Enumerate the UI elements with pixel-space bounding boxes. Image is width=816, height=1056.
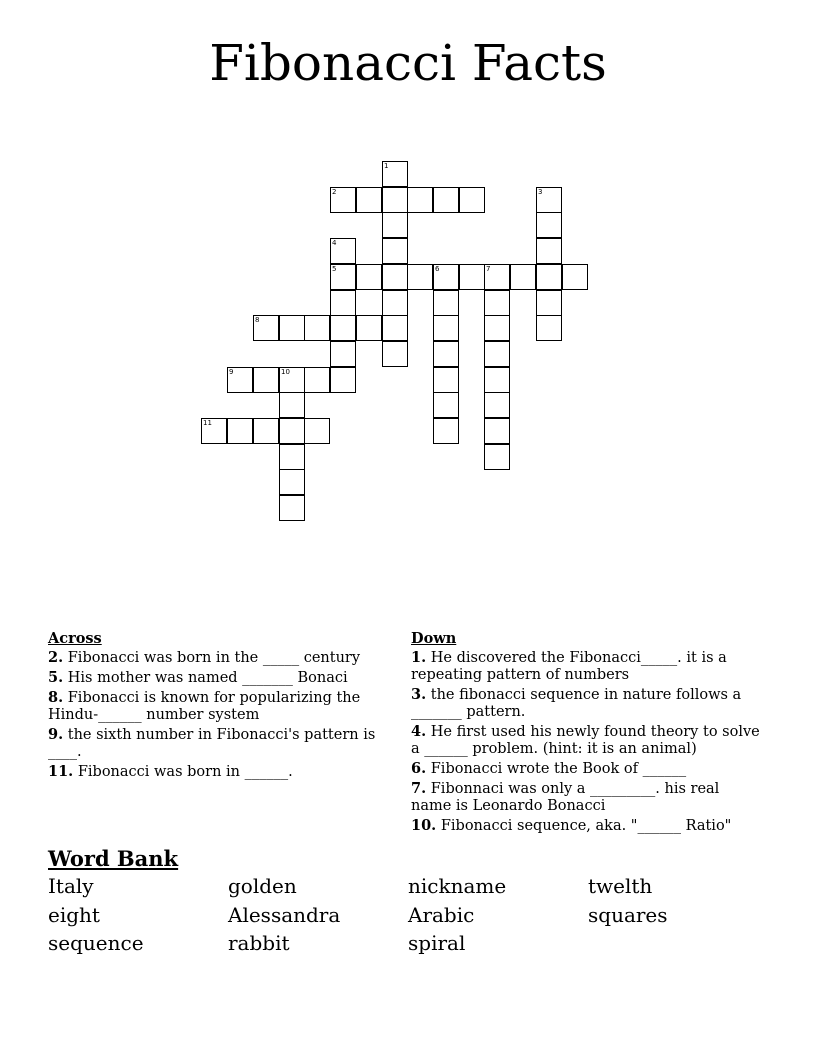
- word-bank-word: rabbit: [228, 931, 290, 955]
- word-bank-title: Word Bank: [48, 846, 179, 871]
- cell-number: 3: [538, 188, 543, 196]
- word-bank-word: spiral: [408, 931, 466, 955]
- clue-number: 6.: [411, 760, 427, 777]
- crossword-cell[interactable]: [382, 341, 408, 367]
- crossword-cell[interactable]: [304, 418, 330, 444]
- crossword-cell[interactable]: [536, 187, 562, 213]
- word-bank-word: nickname: [408, 874, 507, 898]
- crossword-cell[interactable]: [279, 392, 305, 418]
- crossword-cell[interactable]: [433, 264, 459, 290]
- clue-number: 10.: [411, 817, 437, 834]
- across-clue: [48, 649, 398, 667]
- crossword-cell[interactable]: [304, 367, 330, 393]
- clue-number: 9.: [48, 726, 64, 743]
- crossword-cell[interactable]: [433, 315, 459, 341]
- cell-number: 5: [332, 265, 337, 273]
- crossword-cell[interactable]: [484, 264, 510, 290]
- crossword-cell[interactable]: [382, 212, 408, 238]
- crossword-cell[interactable]: [253, 418, 279, 444]
- crossword-cell[interactable]: [382, 161, 408, 187]
- clue-text: Fibonacci wrote the Book of ______: [430, 761, 687, 777]
- across-clues: [48, 630, 398, 783]
- crossword-cell[interactable]: [459, 264, 485, 290]
- clue-number: 8.: [48, 689, 64, 706]
- clue-number: 4.: [411, 723, 427, 740]
- crossword-cell[interactable]: [407, 187, 433, 213]
- crossword-cell[interactable]: [562, 264, 588, 290]
- clue-text: Fibonnaci was only a _________. his real name is Leonardo Bonacci: [411, 781, 720, 814]
- clue-number: 7.: [411, 780, 427, 797]
- crossword-cell[interactable]: [484, 315, 510, 341]
- cell-number: 11: [203, 419, 212, 427]
- crossword-cell[interactable]: [536, 290, 562, 316]
- crossword-cell[interactable]: [304, 315, 330, 341]
- crossword-cell[interactable]: [227, 418, 253, 444]
- crossword-cell[interactable]: [510, 264, 536, 290]
- crossword-cell[interactable]: [356, 264, 382, 290]
- crossword-cell[interactable]: [433, 418, 459, 444]
- crossword-cell[interactable]: [536, 315, 562, 341]
- crossword-cell[interactable]: [253, 367, 279, 393]
- clue-number: 1.: [411, 649, 427, 666]
- crossword-cell[interactable]: [484, 367, 510, 393]
- clue-text: Fibonacci was born in the _____ century: [67, 650, 361, 666]
- crossword-cell[interactable]: [279, 469, 305, 495]
- across-clue: [48, 689, 398, 724]
- crossword-cell[interactable]: [279, 418, 305, 444]
- down-clue: [411, 686, 761, 721]
- crossword-cell[interactable]: [484, 341, 510, 367]
- down-clue: [411, 817, 761, 835]
- word-bank-word: squares: [588, 902, 668, 927]
- clue-text: Fibonacci sequence, aka. "______ Ratio": [440, 818, 732, 834]
- cell-number: 9: [229, 368, 234, 376]
- cell-number: 10: [281, 368, 290, 376]
- crossword-cell[interactable]: [356, 187, 382, 213]
- crossword-cell[interactable]: [382, 290, 408, 316]
- cell-number: 1: [384, 162, 389, 170]
- crossword-cell[interactable]: [433, 341, 459, 367]
- word-bank-word: twelth: [588, 874, 653, 898]
- clue-text: His mother was named _______ Bonaci: [67, 670, 348, 686]
- crossword-cell[interactable]: [330, 187, 356, 213]
- word-bank-word: Alessandra: [228, 902, 341, 927]
- clue-number: 2.: [48, 649, 64, 666]
- crossword-cell[interactable]: [330, 367, 356, 393]
- crossword-cell[interactable]: [484, 392, 510, 418]
- cell-number: 8: [255, 316, 260, 324]
- clue-text: Fibonacci is known for popularizing the Hindu-______ number system: [48, 690, 361, 723]
- crossword-cell[interactable]: [382, 238, 408, 264]
- word-bank-word: eight: [48, 902, 100, 927]
- clue-number: 11.: [48, 763, 74, 780]
- down-clue: [411, 649, 761, 684]
- crossword-cell[interactable]: [279, 367, 305, 393]
- crossword-cell[interactable]: [484, 418, 510, 444]
- clue-number: 3.: [411, 686, 427, 703]
- cell-number: 2: [332, 188, 337, 196]
- crossword-cell[interactable]: [279, 444, 305, 470]
- down-clue: [411, 723, 761, 758]
- word-bank-word: Italy: [48, 874, 94, 898]
- crossword-cell[interactable]: [330, 290, 356, 316]
- crossword-cell[interactable]: [484, 444, 510, 470]
- across-clue: [48, 669, 398, 687]
- across-clue: [48, 726, 398, 761]
- cell-number: 4: [332, 239, 337, 247]
- across-heading: Across: [48, 630, 102, 647]
- down-clue: [411, 760, 761, 778]
- cell-number: 7: [486, 265, 491, 273]
- crossword-cell[interactable]: [536, 238, 562, 264]
- crossword-cell[interactable]: [536, 212, 562, 238]
- down-heading: Down: [411, 630, 457, 647]
- crossword-cell[interactable]: [330, 341, 356, 367]
- crossword-cell[interactable]: [356, 315, 382, 341]
- down-clue: [411, 780, 761, 815]
- crossword-cell[interactable]: [330, 238, 356, 264]
- page-title: Fibonacci Facts: [209, 34, 607, 92]
- word-bank-word: golden: [228, 874, 297, 898]
- crossword-cell[interactable]: [382, 187, 408, 213]
- crossword-cell[interactable]: [279, 495, 305, 521]
- clue-text: He discovered the Fibonacci_____. it is a repeating pattern of numbers: [411, 650, 727, 683]
- clue-text: the fibonacci sequence in nature follows a _______ pattern.: [411, 687, 742, 720]
- crossword-cell[interactable]: [433, 392, 459, 418]
- clue-text: the sixth number in Fibonacci's pattern is ____.: [48, 727, 376, 760]
- crossword-cell[interactable]: [279, 315, 305, 341]
- crossword-cell[interactable]: [227, 367, 253, 393]
- clue-number: 5.: [48, 669, 64, 686]
- word-bank: [48, 846, 768, 958]
- clue-text: He first used his newly found theory to solve a ______ problem. (hint: it is an animal): [411, 724, 760, 757]
- crossword-cell[interactable]: [459, 187, 485, 213]
- word-bank-word: Arabic: [408, 902, 475, 927]
- crossword-cell[interactable]: [253, 315, 279, 341]
- crossword-cell[interactable]: [484, 290, 510, 316]
- crossword-cell[interactable]: [536, 264, 562, 290]
- crossword-cell[interactable]: [433, 367, 459, 393]
- crossword-cell[interactable]: [433, 290, 459, 316]
- crossword-cell[interactable]: [330, 315, 356, 341]
- down-clues: [411, 630, 761, 837]
- across-clue: [48, 763, 398, 781]
- crossword-cell[interactable]: [407, 264, 433, 290]
- crossword-cell[interactable]: [433, 187, 459, 213]
- crossword-cell[interactable]: [382, 264, 408, 290]
- cell-number: 6: [435, 265, 440, 273]
- word-bank-word: sequence: [48, 931, 144, 955]
- crossword-cell[interactable]: [382, 315, 408, 341]
- crossword-cell[interactable]: [201, 418, 227, 444]
- clue-text: Fibonacci was born in ______.: [77, 764, 293, 780]
- crossword-cell[interactable]: [330, 264, 356, 290]
